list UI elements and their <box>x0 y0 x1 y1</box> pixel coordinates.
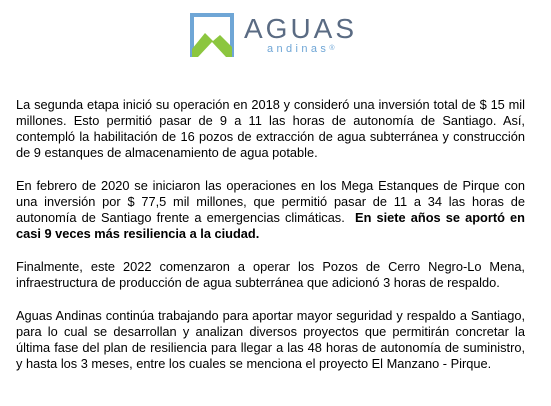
paragraph-future-projects: Aguas Andinas continúa trabajando para aportar mayor seguridad y respaldo a Santiago, para lo cual se desarrollan y analizan diversos proyectos que permitirán concretar la última fase del plan de resiliencia para llegar a las 48 horas de autonomía de suministro, y hasta los 3 meses, entre los cuales se menciona el proyecto El Manzano - Pirque. <box>16 308 525 371</box>
logo-wordmark: AGUAS <box>244 13 358 44</box>
document-body <box>16 97 525 372</box>
paragraph-pirque-tanks <box>16 178 525 242</box>
paragraph-cerro-negro-wells: Finalmente, este 2022 comenzaron a operar los Pozos de Cerro Negro-Lo Mena, infraestructura de producción de agua subterránea que adicionó 3 horas de respaldo. <box>16 259 525 290</box>
paragraph-pirque-text: En febrero de 2020 se iniciaron las operaciones en los Mega Estanques de Pirque con una inversión por $ 77,5 mil millones, que permitió pasar de 11 a 34 las horas de autonomía de Santiago frente a emergencias climáticas. <box>16 178 525 225</box>
mountain-logo-icon <box>189 11 235 61</box>
resilience-highlight: En siete años se aportó en casi 9 veces más resiliencia a la ciudad. <box>16 210 525 241</box>
paragraph-second-stage: La segunda etapa inició su operación en 2018 y consideró una inversión total de $ 15 mil millones. Esto permitió pasar de 9 a 11 las horas de autonomía de Santiago. Así, contempló la habilitación de 16 pozos de extracción de agua subterránea y construcción de 9 estanques de almacenamiento de agua potable. <box>16 97 525 160</box>
aguas-andinas-logo <box>189 11 359 61</box>
logo-subtitle: andinas® <box>267 43 335 55</box>
